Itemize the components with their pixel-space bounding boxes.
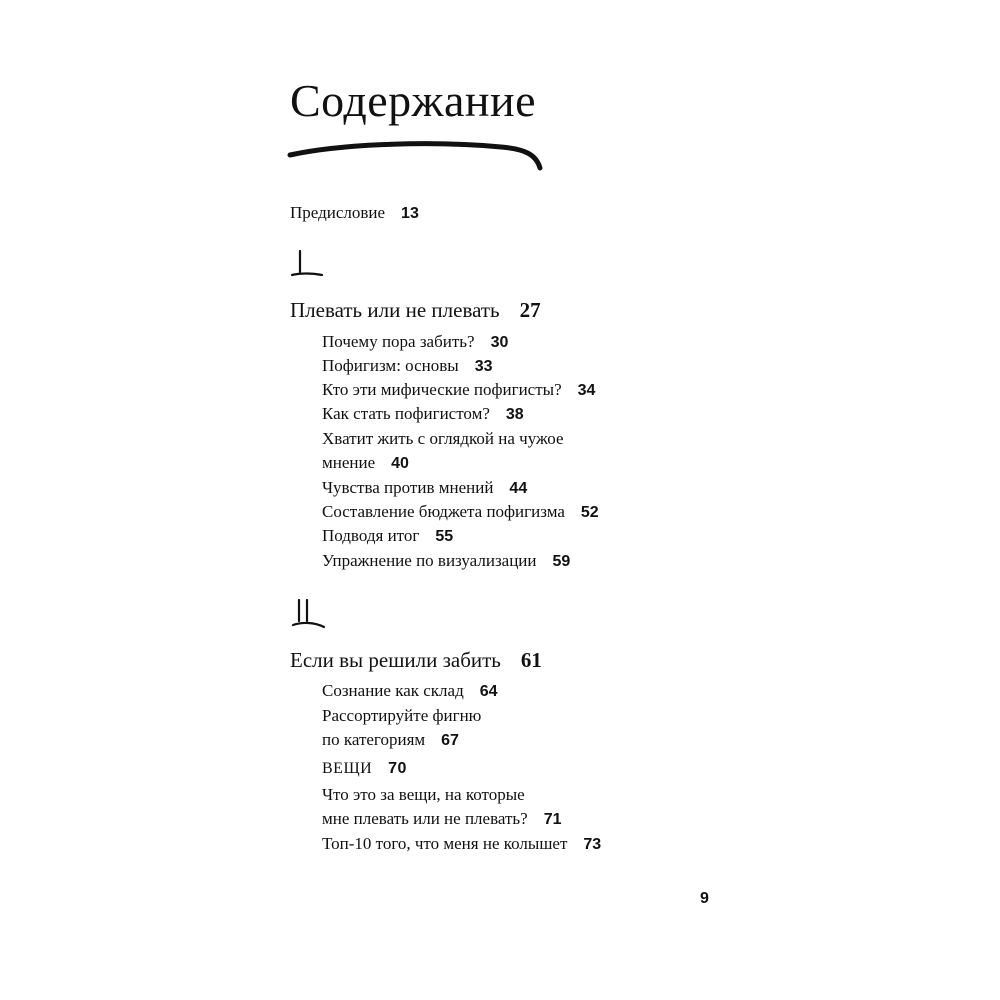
toc-entry[interactable] bbox=[322, 405, 524, 423]
toc-entry-label: Топ-10 того, что меня не колышет bbox=[322, 834, 568, 853]
toc-entry[interactable] bbox=[322, 835, 601, 853]
toc-entry[interactable] bbox=[322, 731, 459, 749]
toc-entry[interactable] bbox=[322, 810, 562, 828]
toc-entry[interactable] bbox=[322, 503, 599, 521]
toc-entry-label: Чувства против мнений bbox=[322, 478, 494, 497]
toc-page-number: 44 bbox=[509, 480, 528, 497]
page-title: Содержание bbox=[290, 75, 537, 126]
toc-entry-label: мнение bbox=[322, 453, 376, 472]
toc-entry[interactable] bbox=[322, 682, 498, 700]
toc-entry[interactable] bbox=[322, 454, 409, 472]
toc-entry[interactable] bbox=[322, 333, 508, 351]
toc-page-number: 33 bbox=[474, 358, 493, 375]
toc-entry-label: Почему пора забить? bbox=[322, 332, 475, 351]
toc-entry-label: Кто эти мифические пофигисты? bbox=[322, 380, 562, 399]
part-two-handwritten-numeral bbox=[290, 597, 330, 633]
toc-chapter-2[interactable] bbox=[290, 650, 542, 671]
toc-entry-label: по категориям bbox=[322, 730, 426, 749]
title-underline-swash bbox=[286, 138, 546, 174]
toc-entry[interactable] bbox=[322, 527, 453, 545]
toc-page-number: 38 bbox=[505, 406, 524, 423]
toc-entry[interactable] bbox=[322, 786, 525, 803]
part-one-handwritten-numeral bbox=[290, 248, 326, 282]
toc-entry-label: Рассортируйте фигню bbox=[322, 706, 482, 725]
toc-page-number: 40 bbox=[391, 455, 409, 472]
toc-entry[interactable] bbox=[322, 761, 407, 777]
toc-page-number: 59 bbox=[552, 553, 571, 570]
toc-page-number: 30 bbox=[490, 334, 509, 351]
toc-page-number: 13 bbox=[401, 205, 419, 222]
chapter-page-number: 27 bbox=[519, 298, 541, 322]
toc-entry[interactable] bbox=[322, 479, 527, 497]
toc-page-number: 67 bbox=[441, 732, 459, 749]
toc-page-number: 52 bbox=[580, 504, 599, 521]
chapter-page-number: 61 bbox=[520, 648, 542, 672]
page-number-folio: 9 bbox=[700, 890, 709, 907]
toc-entry-label: Составление бюджета пофигизма bbox=[322, 502, 565, 521]
toc-entry-preface[interactable] bbox=[290, 204, 419, 222]
toc-entry-label: Подводя итог bbox=[322, 526, 420, 545]
toc-entry[interactable] bbox=[322, 381, 595, 399]
toc-entry-label: ВЕЩИ bbox=[322, 760, 373, 777]
toc-chapter-1[interactable] bbox=[290, 300, 541, 321]
toc-entry-label: мне плевать или не плевать? bbox=[322, 809, 528, 828]
toc-entry-label: Как стать пофигистом? bbox=[322, 404, 490, 423]
toc-page-number: 55 bbox=[435, 528, 454, 545]
chapter-title: Плевать или не плевать bbox=[290, 298, 500, 322]
toc-page-number: 64 bbox=[479, 683, 498, 700]
toc-entry-label: Хватит жить с оглядкой на чужое bbox=[322, 429, 564, 448]
toc-entry[interactable] bbox=[322, 707, 481, 724]
toc-entry-label: Что это за вещи, на которые bbox=[322, 785, 525, 804]
toc-entry-label: Упражнение по визуализации bbox=[322, 551, 537, 570]
toc-page-number: 71 bbox=[543, 811, 562, 828]
toc-entry-label: Пофигизм: основы bbox=[322, 356, 459, 375]
toc-page-number: 73 bbox=[583, 836, 602, 853]
toc-page-number: 70 bbox=[388, 760, 407, 777]
toc-entry-label: Сознание как склад bbox=[322, 681, 464, 700]
toc-page-number: 34 bbox=[577, 382, 596, 399]
toc-entry[interactable] bbox=[322, 357, 492, 375]
toc-entry[interactable] bbox=[322, 552, 570, 570]
toc-entry-label: Предисловие bbox=[290, 203, 386, 222]
chapter-title: Если вы решили забить bbox=[290, 648, 501, 672]
toc-entry[interactable] bbox=[322, 430, 564, 447]
